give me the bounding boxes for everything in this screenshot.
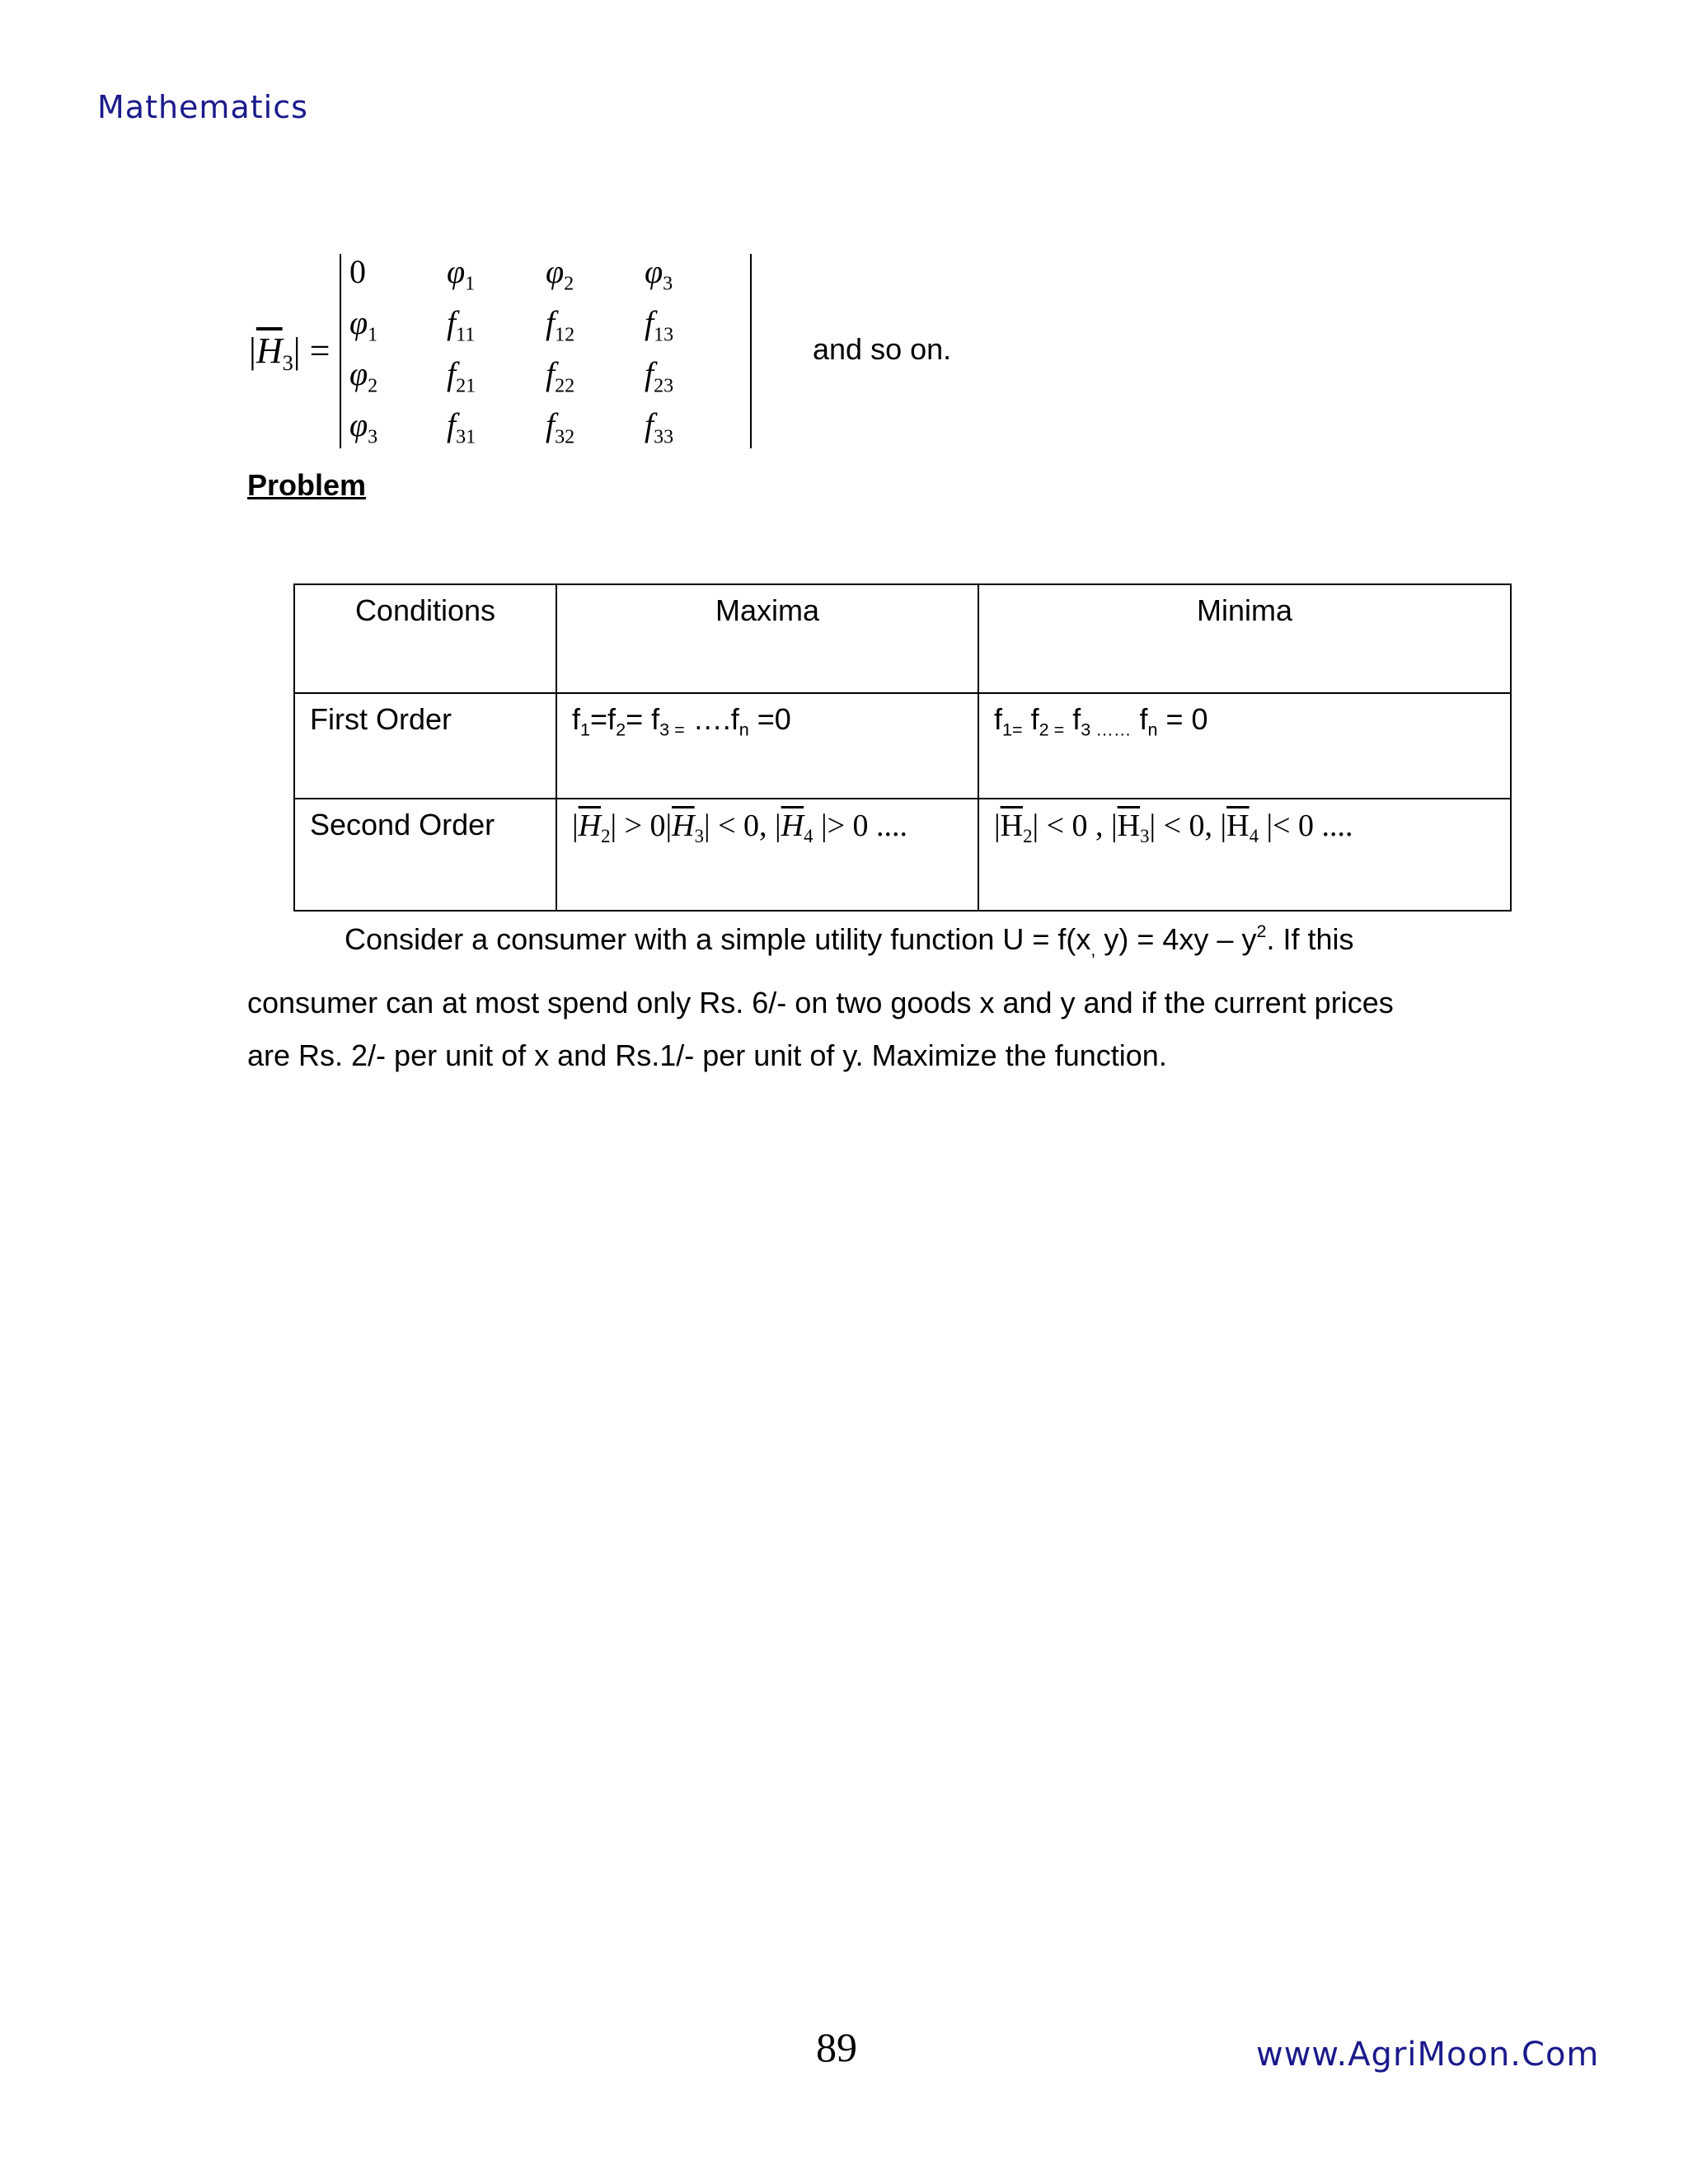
determinant-entry: $f_{31}$ (447, 406, 476, 448)
first-order-maxima: $f_1=f_2= f_{3 =}$ $\dots.f_n =0$ (556, 693, 978, 799)
determinant-entry: $f_{32}$ (546, 406, 575, 448)
problem-statement: Consider a consumer with a simple utility function $U = f(x_,$ $y) = 4xy - y^2$. If this consumer can at most spend only Rs. 6/- on two goods x and y and if the current prices are Rs. 2/- per unit of x and Rs.1/- per unit of y. Maximize the function. (247, 921, 1394, 1072)
problem-heading: Problem (247, 468, 367, 502)
and-so-on-text: and so on. (813, 332, 952, 366)
header-minima: Minima (978, 584, 1511, 693)
determinant-matrix (340, 254, 752, 448)
website-link[interactable]: www.AgriMoon.Com (1256, 2036, 1600, 2074)
page-number: 89 (816, 2024, 857, 2070)
table-header-row (294, 584, 1511, 693)
determinant-entry: 0 (349, 253, 366, 290)
determinant-entry: $f_{13}$ (645, 304, 674, 346)
first-order-label: First Order (294, 693, 556, 799)
second-order-minima: $|\overline{H}_2| < 0$ , $|\overline{H}_3| < 0$, $|\overline{H}_4$ |< 0 .... (978, 799, 1511, 911)
determinant-entry: $f_{11}$ (447, 304, 476, 346)
second-order-label: Second Order (294, 799, 556, 911)
determinant-entry: $\varphi_3$ (349, 406, 378, 448)
determinant-entry: $\varphi_1$ (349, 304, 378, 346)
determinant-entry: $f_{21}$ (447, 355, 476, 397)
table-row (294, 693, 1511, 799)
conditions-table (293, 583, 1512, 912)
header-title: Mathematics (97, 89, 308, 125)
header-conditions: Conditions (294, 584, 556, 693)
determinant-entry: $f_{33}$ (645, 406, 674, 448)
determinant-entry: $\varphi_2$ (546, 253, 574, 295)
determinant-entry: $\varphi_2$ (349, 355, 378, 397)
determinant-lhs: $|\overline{H}_3|$ = (249, 330, 331, 376)
determinant-entry: $\varphi_3$ (645, 253, 673, 295)
determinant-entry: $f_{23}$ (645, 355, 674, 397)
header-maxima: Maxima (556, 584, 978, 693)
first-order-minima: $f_{1=}$ $f_{2 =}$ $f_{3 \dots\dots}$ $f_n = 0$ (978, 693, 1511, 799)
determinant-entry: $f_{12}$ (546, 304, 575, 346)
table-row (294, 799, 1511, 911)
determinant-entry: $f_{22}$ (546, 355, 575, 397)
second-order-maxima: $|\overline{H}_2| > 0|\overline{H}_3| < 0$, $|\overline{H}_4$ |> 0 .... (556, 799, 978, 911)
determinant-entry: $\varphi_1$ (447, 253, 476, 295)
